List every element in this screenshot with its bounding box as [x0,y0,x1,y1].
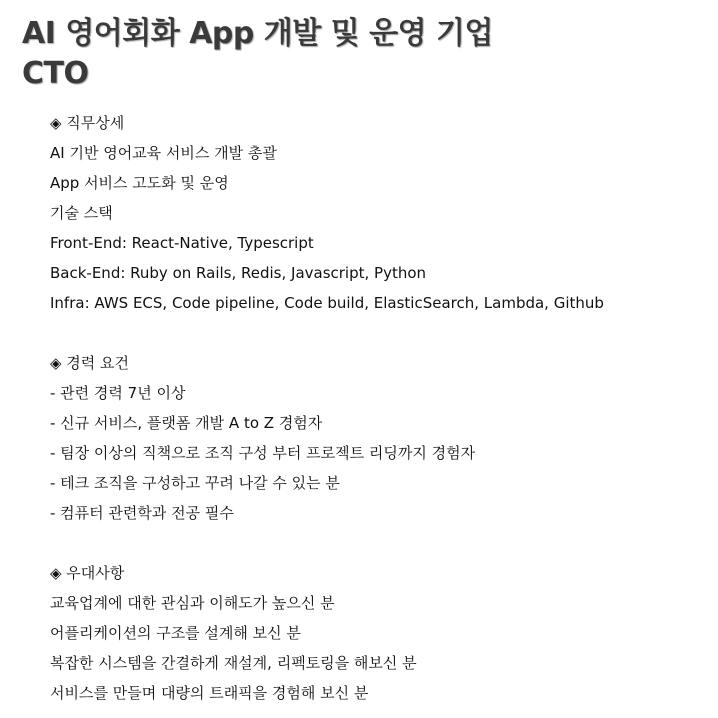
requirements-item: - 컴퓨터 관련학과 전공 필수 [50,504,234,522]
duties-item: App 서비스 고도화 및 운영 [50,174,229,192]
preferred-heading: ◈ 우대사항 [50,564,125,582]
duties-item: 기술 스택 [50,204,113,222]
preferred-item: 서비스를 만들며 대량의 트래픽을 경험해 보신 분 [50,684,369,702]
requirements-item: - 신규 서비스, 플랫폼 개발 A to Z 경험자 [50,414,323,432]
requirements-item: - 관련 경력 7년 이상 [50,384,186,402]
duties-section [50,108,710,318]
requirements-section [50,348,710,528]
job-title-position: CTO [22,56,89,91]
preferred-item: 교육업계에 대한 관심과 이해도가 높으신 분 [50,594,335,612]
preferred-item: 복잡한 시스템을 간결하게 재설계, 리펙토링을 해보신 분 [50,654,417,672]
requirements-item: - 팀장 이상의 직책으로 조직 구성 부터 프로젝트 리딩까지 경험자 [50,444,476,462]
section-spacer [50,318,710,348]
job-description [50,108,710,708]
duties-heading: ◈ 직무상세 [50,114,125,132]
preferred-section [50,558,710,708]
preferred-item: 어플리케이션의 구조를 설계해 보신 분 [50,624,301,642]
duties-item: Infra: AWS ECS, Code pipeline, Code build, ElasticSearch, Lambda, Github [50,294,604,312]
section-spacer [50,528,710,558]
requirements-item: - 테크 조직을 구성하고 꾸려 나갈 수 있는 분 [50,474,340,492]
requirements-heading: ◈ 경력 요건 [50,354,130,372]
duties-item: Front-End: React-Native, Typescript [50,234,314,252]
job-title [22,14,493,94]
job-title-company: AI 영어회화 App 개발 및 운영 기업 [22,16,493,51]
duties-item: Back-End: Ruby on Rails, Redis, Javascript, Python [50,264,427,282]
duties-item: AI 기반 영어교육 서비스 개발 총괄 [50,144,277,162]
